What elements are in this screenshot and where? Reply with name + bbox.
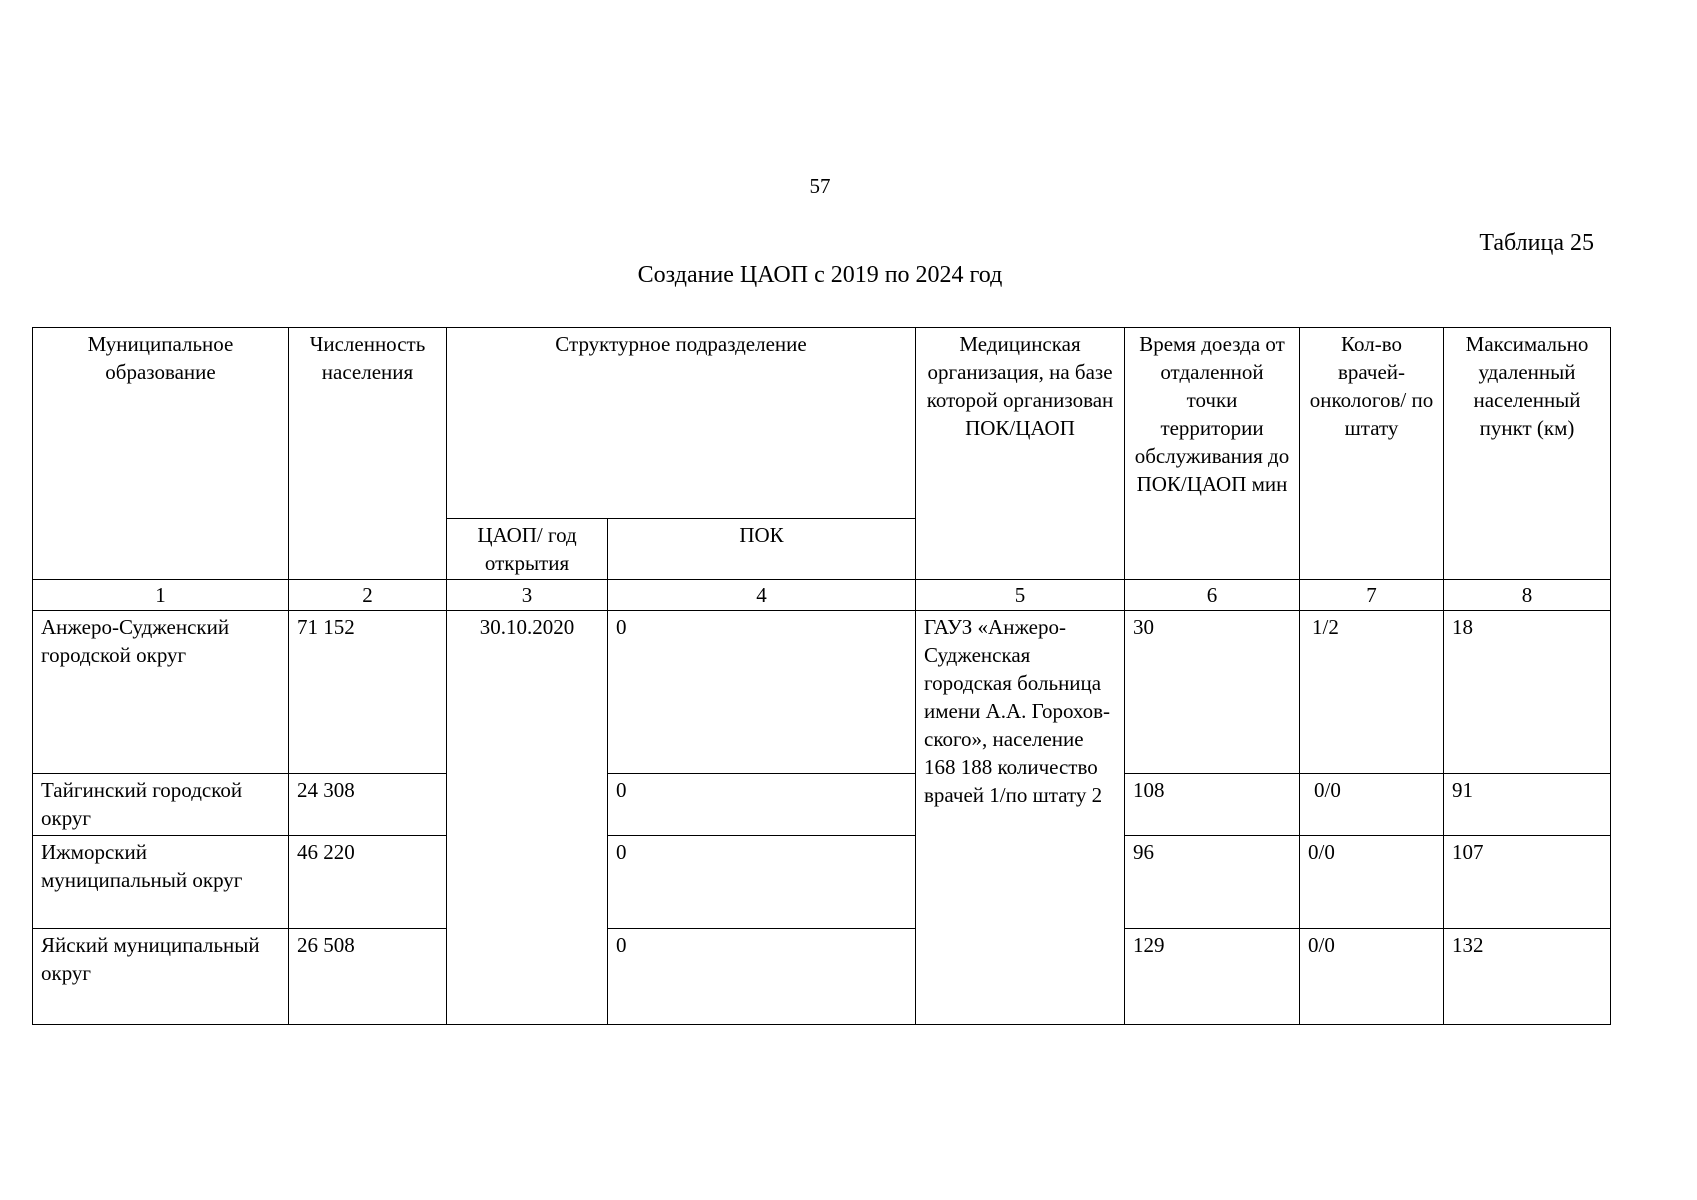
column-number: 1 [33, 580, 289, 611]
pok-cell: 0 [608, 774, 916, 836]
header-tsaop-year: ЦАОП/ год открытия [447, 519, 608, 580]
population-cell: 71 152 [289, 611, 447, 774]
travel-time-cell: 129 [1125, 929, 1300, 1025]
travel-time-cell: 108 [1125, 774, 1300, 836]
header-population: Численность населения [289, 328, 447, 580]
distance-cell: 107 [1444, 836, 1611, 929]
pok-cell: 0 [608, 836, 916, 929]
header-row-1 [33, 328, 1611, 519]
column-number-row [33, 580, 1611, 611]
municipality-cell: Яйский муниципальный округ [33, 929, 289, 1025]
travel-time-cell: 30 [1125, 611, 1300, 774]
table-title: Создание ЦАОП с 2019 по 2024 год [637, 262, 1003, 288]
column-number: 2 [289, 580, 447, 611]
table-row [33, 836, 1611, 929]
travel-time-cell: 96 [1125, 836, 1300, 929]
municipality-cell: Тайгинский городской округ [33, 774, 289, 836]
tsaop-date-cell: 30.10.2020 [447, 611, 608, 1025]
column-number: 4 [608, 580, 916, 611]
header-municipality: Муниципальное образование [33, 328, 289, 580]
distance-cell: 18 [1444, 611, 1611, 774]
distance-cell: 91 [1444, 774, 1611, 836]
pok-cell: 0 [608, 611, 916, 774]
table-row [33, 774, 1611, 836]
header-structural-unit: Структурное подразделение [447, 328, 916, 519]
doctors-cell: 0/0 [1300, 774, 1444, 836]
page-number: 57 [809, 174, 831, 198]
column-number: 7 [1300, 580, 1444, 611]
doctors-cell: 0/0 [1300, 836, 1444, 929]
municipality-cell: Анжеро-Судженский городской округ [33, 611, 289, 774]
tsaop-table [32, 327, 1611, 1025]
municipality-cell: Ижморский муниципальный округ [33, 836, 289, 929]
pok-cell: 0 [608, 929, 916, 1025]
column-number: 6 [1125, 580, 1300, 611]
column-number: 5 [916, 580, 1125, 611]
doctors-cell: 0/0 [1300, 929, 1444, 1025]
distance-cell: 132 [1444, 929, 1611, 1025]
doctors-cell: 1/2 [1300, 611, 1444, 774]
med-org-cell: ГАУЗ «Анжеро-Судженская городская больница имени А.А. Горохов-ского», население 168 188 количество врачей 1/по штату 2 [916, 611, 1125, 1025]
column-number: 8 [1444, 580, 1611, 611]
table-row [33, 611, 1611, 774]
header-travel-time: Время доезда от отдаленной точки территории обслуживания до ПОК/ЦАОП мин [1125, 328, 1300, 580]
table-caption: Таблица 25 [1479, 230, 1594, 256]
column-number: 3 [447, 580, 608, 611]
population-cell: 24 308 [289, 774, 447, 836]
table-row [33, 929, 1611, 1025]
header-med-org: Медицинская организация, на базе которой организован ПОК/ЦАОП [916, 328, 1125, 580]
header-pok: ПОК [608, 519, 916, 580]
population-cell: 26 508 [289, 929, 447, 1025]
header-max-distance: Максимально удаленный населенный пункт (км) [1444, 328, 1611, 580]
header-doctors: Кол-во врачей-онкологов/ по штату [1300, 328, 1444, 580]
population-cell: 46 220 [289, 836, 447, 929]
